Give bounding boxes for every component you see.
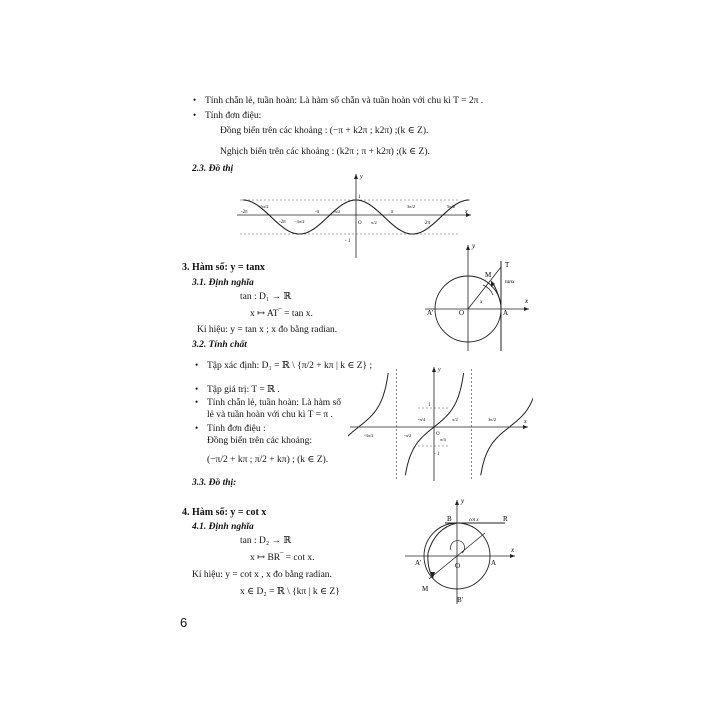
cos-increasing: Đồng biến trên các khoảng : (−π + k2π ; k2π) ;(k ∈ Z). [220, 126, 429, 136]
cos-minus-one-label: - 1 [345, 239, 351, 244]
tan-increasing: Đồng biến trên các khoảng: [207, 436, 312, 446]
tan-range: • Tập giá trị: T = ℝ . [207, 385, 280, 395]
cot-circle-B: B [447, 515, 452, 523]
cos-origin-label: O [358, 221, 362, 226]
cos-tick-m3pi2: -3π/2 [295, 219, 305, 224]
cos-tick-mpi: -π [315, 210, 320, 215]
cot-circle-O: O [455, 562, 461, 570]
tan-graph-heading: 3.3. Đồ thị: [192, 478, 237, 488]
tan-heading: 3. Hàm số: y = tanx [182, 262, 265, 273]
cos-tick-2pi: 2π [425, 221, 431, 226]
cos-tick-pi: π [391, 210, 394, 215]
tan-map1: tan : D₁ → ℝ [240, 292, 292, 302]
tan-domain: • Tập xác định: D₁ = ℝ \ {π/2 + kπ | k ∈ Z} ; [207, 361, 372, 371]
tan-circle-A: A [503, 309, 509, 317]
tan-circle-y: y [472, 243, 476, 250]
cot-map2: x ↦ BR‾ = cot x. [250, 553, 315, 563]
tan-graph-x: x [524, 419, 527, 425]
tan-parity2: lẻ và tuần hoàn với chu kì T = π . [207, 410, 333, 420]
cos-tick-m5pi2: -5π/2 [259, 204, 269, 209]
cot-circle-x: x [511, 546, 515, 554]
cot-circle-cotx: cot x [469, 518, 479, 523]
tan-interval: (−π/2 + kπ ; π/2 + kπ) ; (k ∈ Z). [207, 455, 329, 465]
tan-graph-O: O [436, 432, 440, 437]
cot-notation: Kí hiệu: y = cot x , x đo bằng radian. [192, 570, 332, 580]
tan-map2: x ↦ AT‾ = tan x. [250, 309, 313, 319]
cos-x-label: x [465, 209, 468, 215]
cot-circle-B1: B' [457, 596, 463, 604]
tan-graph-minus-one: - 1 [434, 452, 440, 457]
cot-circle-M: M [422, 585, 429, 593]
tan-circle-O: O [459, 309, 465, 317]
tan-mono-title: • Tính đơn điệu : [207, 424, 266, 434]
tan-notation: Kí hiệu: y = tan x ; x đo bằng radian. [197, 325, 338, 335]
cos-mono-title: • Tính đơn điệu: [205, 111, 261, 121]
cos-tick-5pi2: 5π/2 [447, 204, 456, 209]
cot-circle-R: R [503, 515, 508, 523]
cos-tick-mpi2: -π/2 [333, 209, 341, 214]
cot-domain: x ∈ D₂ = ℝ \ {kπ | k ∈ Z} [240, 587, 340, 597]
tan-tick-pi4: π/4 [440, 437, 446, 442]
tan-circle-x: x [525, 297, 529, 305]
cot-heading: 4. Hàm số: y = cot x [182, 507, 267, 518]
tan-prop-heading: 3.2. Tính chất [192, 340, 247, 350]
cos-one-label: 1 [358, 195, 361, 200]
cot-circle-y: y [461, 498, 465, 505]
tan-parity: • Tính chẵn lẻ, tuần hoàn: Là hàm số [207, 398, 341, 408]
cot-unit-circle [405, 498, 520, 608]
cos-parity: • Tính chẵn lẻ, tuần hoàn: Là hàm số chẵn và tuần hoàn với chu kì T = 2π . [205, 96, 483, 106]
tan-unit-circle [425, 243, 535, 353]
cos-tick-m2pi-b: -2π [279, 220, 286, 225]
tan-def-heading: 3.1. Định nghĩa [192, 278, 254, 288]
tan-graph [348, 365, 533, 483]
tan-tick-pi2: π/2 [452, 417, 458, 422]
tan-circle-tanx: tanx [505, 279, 515, 285]
tan-tick-mpi2: -π/2 [404, 433, 412, 438]
tan-circle-T: T [505, 261, 510, 269]
tan-tick-3pi2: 3π/2 [488, 417, 497, 422]
cot-def-heading: 4.1. Định nghĩa [192, 522, 254, 532]
tan-graph-y: y [438, 367, 441, 373]
cos-tick-m2pi: -2π [241, 210, 248, 215]
cos-tick-pi2: π/2 [371, 220, 377, 225]
cot-map1: tan : D₂ → ℝ [240, 536, 292, 546]
tan-tick-mpi4: -π/4 [418, 417, 426, 422]
tan-circle-angle-x: x [480, 299, 483, 305]
tan-circle-M: M [485, 271, 492, 279]
cos-graph-heading: 2.3. Đồ thị [192, 164, 234, 174]
tan-branch [405, 373, 463, 475]
page-number: 6 [180, 615, 188, 630]
cot-circle-A: A [491, 559, 497, 567]
cos-tick-3pi2: 3π/2 [407, 204, 416, 209]
cos-decreasing: Nghịch biến trên các khoảng : (k2π ; π + k2π) ;(k ∈ Z). [220, 147, 430, 157]
tan-graph-one: 1 [428, 403, 431, 408]
tan-circle-A1: A' [427, 309, 434, 317]
tan-tick-m3pi2: -3π/2 [364, 433, 374, 438]
cot-circle-A1: A' [415, 559, 422, 567]
tan-branch [348, 373, 388, 475]
cos-y-label: y [360, 174, 363, 180]
